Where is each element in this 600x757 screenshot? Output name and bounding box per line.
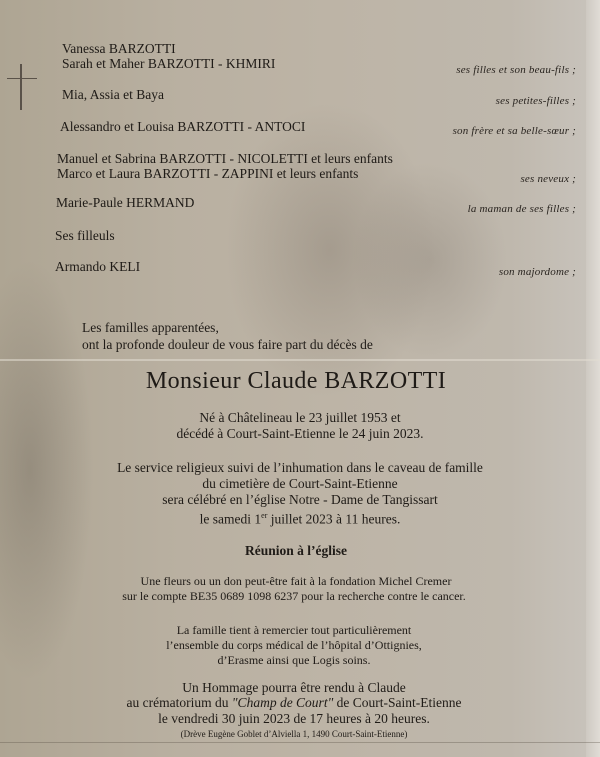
deceased-name: Monsieur Claude BARZOTTI — [145, 368, 447, 394]
family-name: Marie-Paule HERMAND — [56, 195, 195, 210]
intro-line: Les familles apparentées, — [82, 320, 219, 335]
service-date — [0, 508, 600, 528]
family-name: Armando KELI — [55, 259, 141, 274]
family-name: Alessandro et Louisa BARZOTTI - ANTOCI — [60, 119, 306, 134]
address-line: (Drève Eugène Goblet d’Alviella 1, 1490 Court-Saint-Etienne) — [180, 729, 408, 739]
donation-line: Une fleurs ou un don peut-être fait à la fondation Michel Cremer — [140, 574, 452, 588]
birth-line: Né à Châtelineau le 23 juillet 1953 et — [199, 410, 401, 425]
family-relation: ses petites-filles ; — [495, 95, 576, 107]
family-name: Vanessa BARZOTTI — [62, 41, 176, 56]
death-line: décédé à Court-Saint-Etienne le 24 juin 2023. — [176, 426, 424, 441]
reunion-heading: Réunion à l’église — [244, 543, 347, 558]
service-line: sera célébré en l’église Notre - Dame de Tangissart — [162, 492, 438, 507]
service-date-prefix: le samedi 1 — [199, 511, 262, 527]
thanks-line: La famille tient à remercier tout particulièrement — [176, 623, 412, 637]
service-line: du cimetière de Court-Saint-Etienne — [202, 476, 398, 491]
hommage-line — [0, 695, 594, 711]
family-name: Sarah et Maher BARZOTTI - KHMIRI — [62, 56, 276, 71]
service-date-suffix: juillet 2023 à 11 heures. — [267, 511, 401, 527]
fold-line — [0, 359, 600, 361]
hommage-line: le vendredi 30 juin 2023 de 17 heures à 20 heures. — [158, 711, 430, 726]
service-line: Le service religieux suivi de l’inhumation dans le caveau de famille — [117, 460, 483, 475]
thanks-line: l’ensemble du corps médical de l’hôpital d’Ottignies, — [166, 638, 422, 652]
crematorium-name: "Champ de Court" — [231, 695, 334, 710]
service-date-sup: er — [261, 511, 268, 520]
family-name: Ses filleuls — [55, 228, 115, 243]
bottom-fold-line — [0, 742, 600, 743]
family-relation: la maman de ses filles ; — [467, 203, 576, 215]
hommage-line: Un Hommage pourra être rendu à Claude — [182, 680, 406, 695]
hommage-suffix: de Court-Saint-Etienne — [333, 695, 462, 710]
family-relation: ses neveux ; — [520, 173, 576, 185]
family-name: Manuel et Sabrina BARZOTTI - NICOLETTI et leurs enfants — [57, 151, 393, 166]
hommage-prefix: au crématorium du — [126, 695, 232, 710]
family-relation: ses filles et son beau-fils ; — [456, 64, 576, 76]
intro-line: ont la profonde douleur de vous faire part du décès de — [82, 337, 373, 352]
family-relation: son majordome ; — [498, 266, 576, 278]
donation-line: sur le compte BE35 0689 1098 6237 pour la recherche contre le cancer. — [122, 589, 466, 603]
family-relation: son frère et sa belle-sœur ; — [452, 125, 576, 137]
family-name: Mia, Assia et Baya — [62, 87, 164, 102]
cross-icon — [7, 64, 37, 110]
family-name: Marco et Laura BARZOTTI - ZAPPINI et leurs enfants — [57, 166, 359, 181]
thanks-line: d’Erasme ainsi que Logis soins. — [217, 653, 371, 667]
